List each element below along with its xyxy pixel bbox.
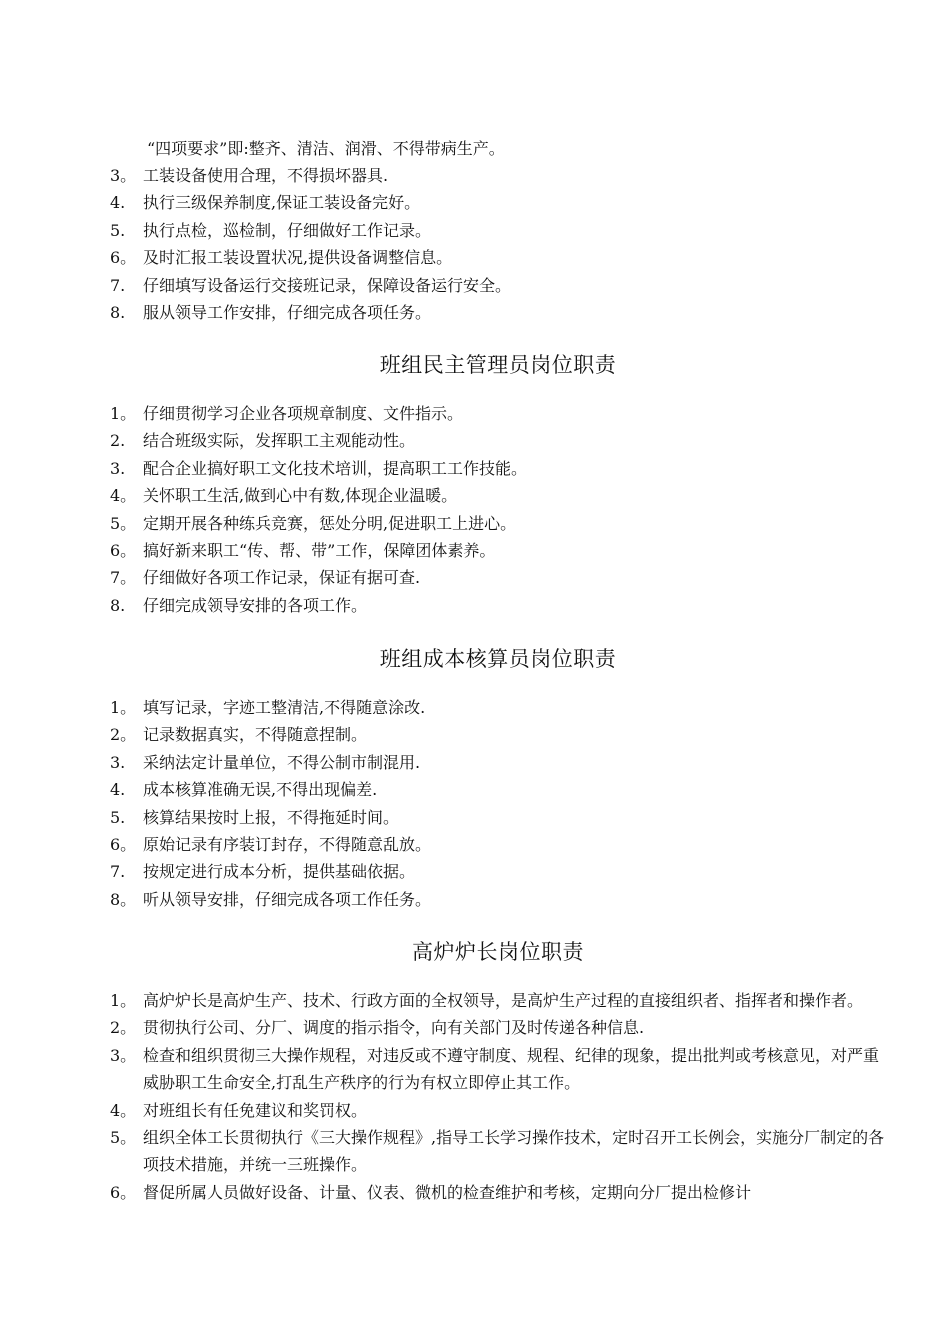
item-number: 6。: [110, 541, 137, 561]
list-item: [110, 162, 511, 189]
duties-list-furnace-chief: [110, 987, 893, 1206]
list-item: [110, 831, 431, 858]
item-number: 8.: [110, 595, 126, 615]
list-item: [110, 482, 527, 509]
list-item: [110, 244, 511, 271]
item-text: 填写记录，字迹工整清洁,不得随意涂改.: [143, 698, 426, 717]
item-number: 6。: [110, 835, 137, 855]
item-number: 7。: [110, 568, 137, 588]
item-number: 3.: [110, 458, 126, 478]
item-number: 5。: [110, 1128, 137, 1148]
list-item: [110, 592, 527, 619]
item-text: 定期开展各种练兵竞赛，惩处分明,促进职工上进心。: [143, 513, 517, 533]
item-text: 贯彻执行公司、分厂、调度的指示指令，向有关部门及时传递各种信息.: [143, 1018, 645, 1038]
item-text: 督促所属人员做好设备、计量、仪表、微机的检查维护和考核，定期向分厂提出检修计: [143, 1182, 752, 1202]
item-number: 5.: [110, 807, 126, 827]
item-text: 结合班级实际，发挥职工主观能动性。: [143, 431, 416, 451]
item-number: 3。: [110, 166, 137, 185]
section-title-cost-accountant: 班组成本核算员岗位职责: [379, 647, 617, 671]
list-item: [110, 189, 511, 216]
item-text: 配合企业搞好职工文化技术培训，提高职工工作技能。: [143, 458, 528, 478]
item-text: 采纳法定计量单位，不得公制市制混用.: [143, 752, 421, 772]
item-number: 5。: [110, 513, 137, 533]
item-number: 8.: [110, 303, 126, 323]
item-number: 5.: [110, 220, 126, 240]
list-item: [110, 776, 431, 803]
item-number: 1。: [110, 991, 137, 1010]
item-text: 听从领导安排，仔细完成各项工作任务。: [143, 889, 432, 909]
item-text: 仔细完成领导安排的各项工作。: [143, 595, 368, 615]
list-item: [110, 987, 893, 1014]
list-item: [110, 886, 431, 913]
list-item: [110, 564, 527, 591]
item-text: 工装设备使用合理，不得损坏器具.: [143, 166, 389, 185]
item-number: 2.: [110, 431, 126, 451]
duties-list-cost-accountant: [110, 694, 431, 913]
item-text: 成本核算准确无误,不得出现偏差.: [143, 780, 378, 800]
item-number: 4.: [110, 193, 126, 213]
list-item: [110, 299, 511, 326]
list-item: [110, 721, 431, 748]
list-item: [110, 1179, 893, 1206]
item-number: 7.: [110, 862, 126, 882]
item-text: 组织全体工长贯彻执行《三大操作规程》,指导工长学习操作技术，定时召开工长例会，实施分厂制定的各项技术措施，并统一三班操作。: [143, 1128, 885, 1175]
item-number: 3。: [110, 1045, 137, 1065]
item-text: 核算结果按时上报，不得拖延时间。: [143, 807, 400, 827]
item-text: 检查和组织贯彻三大操作规程，对违反或不遵守制度、规程、纪律的现象，提出批判或考核意见，对严重威胁职工生命安全,打乱生产秩序的行为有权立即停止其工作。: [143, 1045, 880, 1093]
item-text: 执行三级保养制度,保证工装设备完好。: [143, 193, 421, 213]
list-item: [110, 272, 511, 299]
list-item: [110, 1097, 893, 1124]
item-number: 4。: [110, 486, 137, 506]
intro-line: “四项要求”即:整齐、清洁、润滑、不得带病生产。: [147, 139, 505, 158]
item-text: 按规定进行成本分析，提供基础依据。: [143, 862, 416, 882]
item-number: 6。: [110, 248, 137, 268]
list-item: [110, 1014, 893, 1041]
item-number: 4。: [110, 1100, 137, 1120]
list-item: [110, 217, 511, 244]
item-number: 4.: [110, 780, 126, 800]
item-number: 1。: [110, 404, 137, 423]
item-text: 搞好新来职工“传、帮、带”工作，保障团体素养。: [143, 541, 496, 561]
list-item: [110, 1124, 893, 1179]
list-item: [110, 537, 527, 564]
section-title-democratic-manager: 班组民主管理员岗位职责: [379, 353, 617, 377]
item-text: 仔细贯彻学习企业各项规章制度、文件指示。: [143, 404, 464, 423]
list-item: [110, 400, 527, 427]
item-text: 原始记录有序装订封存，不得随意乱放。: [143, 835, 432, 855]
item-number: 1。: [110, 698, 137, 717]
item-number: 8。: [110, 889, 137, 909]
item-text: 关怀职工生活,做到心中有数,体现企业温暖。: [143, 486, 458, 506]
item-text: 对班组长有任免建议和奖罚权。: [143, 1100, 368, 1120]
list-item: [110, 510, 527, 537]
item-text: 服从领导工作安排，仔细完成各项任务。: [143, 303, 432, 323]
list-item: [110, 804, 431, 831]
item-text: 记录数据真实，不得随意捏制。: [143, 725, 368, 745]
list-item: [110, 427, 527, 454]
item-text: 及时汇报工装设置状况,提供设备调整信息。: [143, 248, 453, 268]
duties-list-democratic-manager: [110, 400, 527, 619]
item-number: 7.: [110, 275, 126, 295]
item-text: 高炉炉长是高炉生产、技术、行政方面的全权领导，是高炉生产过程的直接组织者、指挥者和操作者。: [143, 991, 864, 1010]
item-number: 6。: [110, 1182, 137, 1202]
list-item: [110, 455, 527, 482]
list-item: [110, 1042, 893, 1097]
item-number: 2。: [110, 1018, 137, 1038]
item-number: 2。: [110, 725, 137, 745]
item-text: 仔细填写设备运行交接班记录，保障设备运行安全。: [143, 275, 512, 295]
item-text: 执行点检，巡检制，仔细做好工作记录。: [143, 220, 432, 240]
item-text: 仔细做好各项工作记录，保证有据可查.: [143, 568, 421, 588]
duties-list-equipment: [110, 162, 511, 326]
list-item: [110, 694, 431, 721]
list-item: [110, 749, 431, 776]
section-title-furnace-chief: 高炉炉长岗位职责: [412, 940, 584, 964]
list-item: [110, 858, 431, 885]
item-number: 3.: [110, 752, 126, 772]
